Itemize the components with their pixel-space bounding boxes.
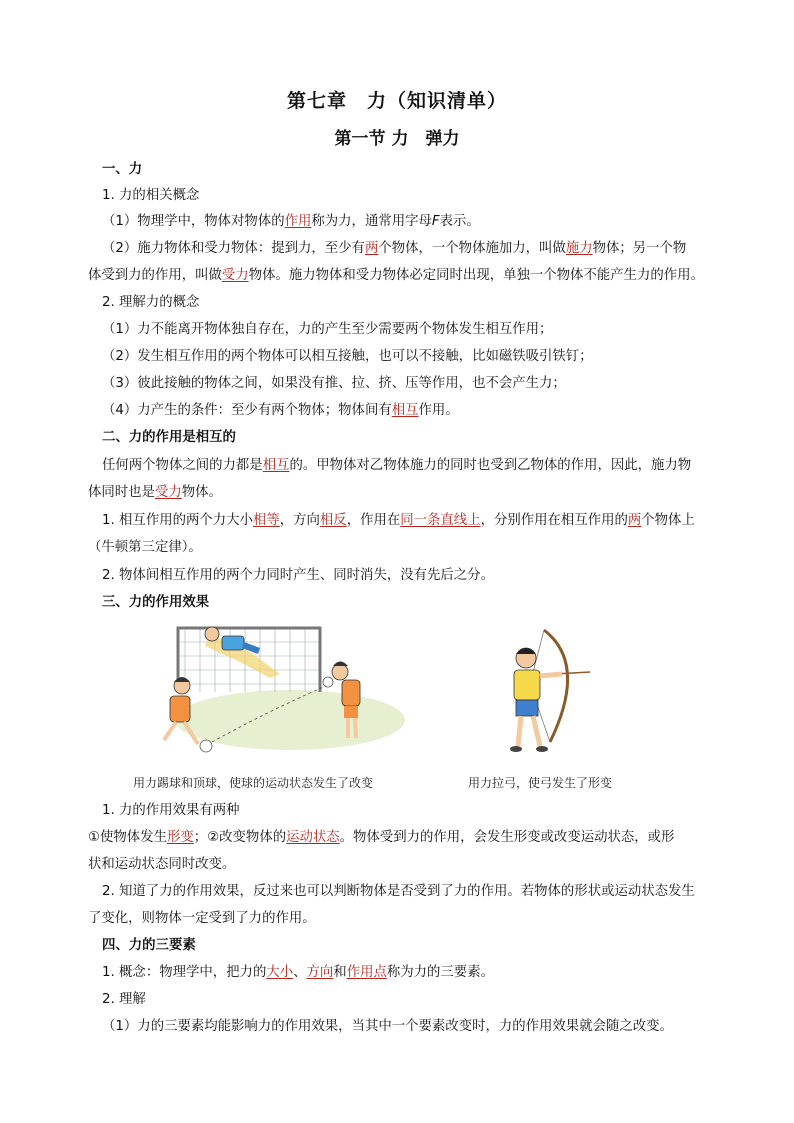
- heading-force: 一、力: [102, 162, 143, 177]
- sub-understand: 2. 理解: [102, 992, 146, 1007]
- para-judge-cont: 了变化，则物体一定受到了力的作用。: [88, 911, 316, 926]
- para-effects-cont: 状和运动状态同时改变。: [88, 857, 236, 872]
- answer-blank: 相等: [252, 513, 280, 528]
- archer-illustration: [490, 624, 600, 764]
- answer-blank: 相互: [391, 403, 419, 418]
- para-elements-effect: （1）力的三要素均能影响力的作用效果，当其中一个要素改变时，力的作用效果就会随之改变。: [102, 1019, 673, 1034]
- answer-blank: 两: [364, 241, 379, 256]
- heading-mutual: 二、力的作用是相互的: [102, 430, 236, 445]
- para-applier-receiver: （2）施力物体和受力物体：提到力，至少有两个物体，一个物体施加力，叫做施力物体；另一个物: [102, 241, 687, 256]
- answer-blank: 作用: [284, 214, 312, 229]
- para-definition: （1）物理学中，物体对物体的作用称为力，通常用字母F表示。: [102, 214, 480, 229]
- item-4: （4）力产生的条件：至少有两个物体；物体间有相互作用。: [102, 403, 459, 418]
- section-title: 第一节 力 弹力: [334, 129, 460, 149]
- item-1: （1）力不能离开物体独自存在，力的产生至少需要两个物体发生相互作用；: [102, 322, 553, 337]
- para-judge: 2. 知道了力的作用效果，反过来也可以判断物体是否受到了力的作用。若物体的形状或运动状态发生: [102, 884, 695, 899]
- sub-two-effects: 1. 力的作用效果有两种: [102, 803, 240, 818]
- caption-archer: 用力拉弓，使弓发生了形变: [468, 776, 613, 790]
- heading-effects: 三、力的作用效果: [102, 595, 210, 610]
- chapter-title: 第七章 力（知识清单）: [286, 90, 507, 112]
- answer-blank: 两: [627, 513, 642, 528]
- answer-blank: 同一条直线上: [400, 513, 481, 528]
- para-mutual: 任何两个物体之间的力都是相互的。甲物体对乙物体施力的同时也受到乙物体的作用，因此，施力物: [102, 458, 692, 473]
- answer-blank: 相反: [319, 513, 347, 528]
- answer-blank: 运动状态: [286, 830, 340, 845]
- answer-blank: 受力: [154, 485, 182, 500]
- heading-three-elements: 四、力的三要素: [102, 938, 196, 953]
- soccer-illustration: [140, 620, 410, 770]
- para-third-law: 1. 相互作用的两个力大小相等，方向相反，作用在同一条直线上，分别作用在相互作用的两个物体上: [102, 513, 695, 528]
- answer-blank: 方向: [306, 965, 334, 980]
- caption-soccer: 用力踢球和顶球，使球的运动状态发生了改变: [133, 776, 374, 790]
- para-mutual-cont: 体同时也是受力物体。: [88, 485, 222, 500]
- para-applier-receiver-cont: 体受到力的作用，叫做受力物体。施力物体和受力物体必定同时出现，单独一个物体不能产生力的作用。: [88, 268, 704, 283]
- para-simultaneous: 2. 物体间相互作用的两个力同时产生、同时消失，没有先后之分。: [102, 568, 494, 583]
- answer-blank: 施力: [565, 241, 593, 256]
- answer-blank: 作用点: [346, 965, 387, 980]
- item-2: （2）发生相互作用的两个物体可以相互接触，也可以不接触，比如磁铁吸引铁钉；: [102, 349, 593, 364]
- answer-blank: 相互: [262, 458, 290, 473]
- sub-concepts: 1. 力的相关概念: [102, 188, 200, 203]
- answer-blank: 形变: [166, 830, 194, 845]
- para-three-elements: 1. 概念：物理学中，把力的大小、方向和作用点称为力的三要素。: [102, 965, 494, 980]
- sub-understanding: 2. 理解力的概念: [102, 295, 200, 310]
- para-effects: ①使物体发生形变；②改变物体的运动状态。物体受到力的作用，会发生形变或改变运动状态，或形: [88, 830, 675, 845]
- answer-blank: 大小: [266, 965, 294, 980]
- item-3: （3）彼此接触的物体之间，如果没有推、拉、挤、压等作用，也不会产生力；: [102, 376, 566, 391]
- answer-blank: 受力: [221, 268, 249, 283]
- para-third-law-cont: （牛顿第三定律）。: [88, 540, 202, 555]
